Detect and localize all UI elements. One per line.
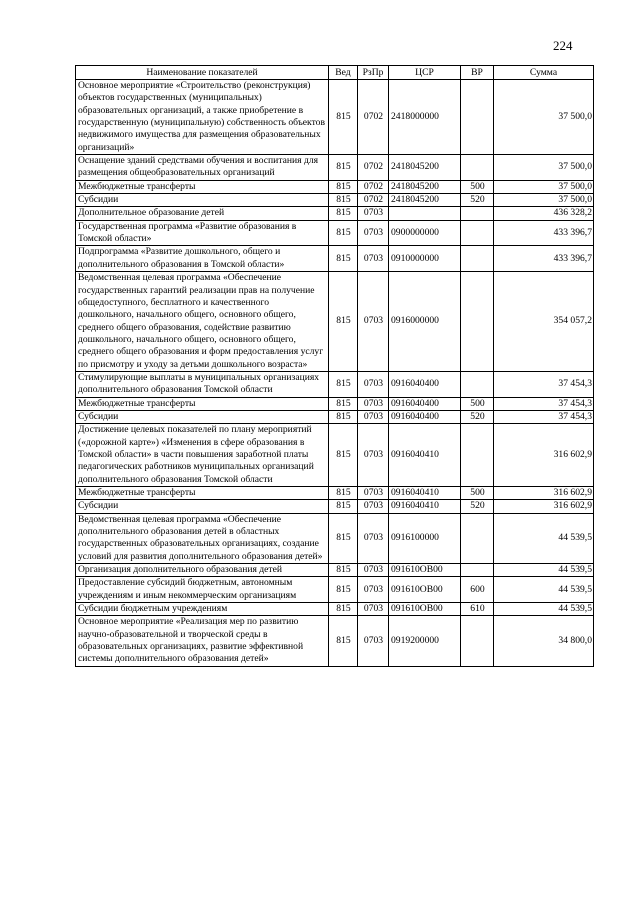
cell-sum: 436 328,2 — [494, 207, 594, 220]
cell-ved: 815 — [329, 500, 358, 513]
cell-ved: 815 — [329, 194, 358, 207]
header-vr: ВР — [461, 66, 494, 80]
cell-sum: 37 454,3 — [494, 371, 594, 397]
table-row — [76, 424, 594, 487]
cell-name: Межбюджетные трансферты — [76, 487, 329, 500]
cell-sum: 37 500,0 — [494, 155, 594, 181]
cell-sum: 433 396,7 — [494, 220, 594, 246]
cell-name: Субсидии — [76, 194, 329, 207]
cell-sum: 316 602,9 — [494, 487, 594, 500]
cell-rzpr: 0702 — [358, 155, 389, 181]
table-row — [76, 207, 594, 220]
cell-rzpr: 0703 — [358, 371, 389, 397]
cell-csr: 091610ОВ00 — [389, 577, 461, 603]
cell-ved: 815 — [329, 616, 358, 666]
cell-name: Организация дополнительного образования детей — [76, 564, 329, 577]
cell-sum: 354 057,2 — [494, 272, 594, 372]
table-row — [76, 410, 594, 423]
cell-csr: 091610ОВ00 — [389, 603, 461, 616]
cell-csr: 091610ОВ00 — [389, 564, 461, 577]
cell-vr: 610 — [461, 603, 494, 616]
cell-csr: 0916040410 — [389, 424, 461, 487]
cell-sum: 316 602,9 — [494, 500, 594, 513]
table-row — [76, 371, 594, 397]
cell-csr: 0916040400 — [389, 371, 461, 397]
cell-rzpr: 0703 — [358, 577, 389, 603]
cell-name: Основное мероприятие «Строительство (реконструкция) объектов государственных (муниципальных) образовательных организаций, а также приобретение в государственную (муниципальную) собственность объектов недвижимого имущества для размещения образовательных организаций» — [76, 80, 329, 155]
header-ved: Вед — [329, 66, 358, 80]
cell-vr: 520 — [461, 500, 494, 513]
cell-vr — [461, 155, 494, 181]
cell-name: Подпрограмма «Развитие дошкольного, общего и дополнительного образования в Томской области» — [76, 246, 329, 272]
cell-vr: 500 — [461, 397, 494, 410]
cell-sum: 37 500,0 — [494, 194, 594, 207]
table-row — [76, 180, 594, 193]
cell-rzpr: 0703 — [358, 272, 389, 372]
table-row — [76, 272, 594, 372]
table-row — [76, 487, 594, 500]
table-row — [76, 397, 594, 410]
page-number: 224 — [553, 38, 573, 53]
cell-name: Оснащение зданий средствами обучения и воспитания для размещения общеобразовательных организаций — [76, 155, 329, 181]
cell-ved: 815 — [329, 80, 358, 155]
cell-ved: 815 — [329, 513, 358, 563]
cell-rzpr: 0703 — [358, 424, 389, 487]
table-row — [76, 577, 594, 603]
cell-ved: 815 — [329, 577, 358, 603]
cell-csr: 0916040410 — [389, 500, 461, 513]
cell-rzpr: 0703 — [358, 616, 389, 666]
cell-csr — [389, 207, 461, 220]
cell-rzpr: 0703 — [358, 603, 389, 616]
cell-rzpr: 0703 — [358, 513, 389, 563]
cell-ved: 815 — [329, 397, 358, 410]
cell-rzpr: 0702 — [358, 80, 389, 155]
cell-vr: 520 — [461, 410, 494, 423]
table-row — [76, 500, 594, 513]
cell-ved: 815 — [329, 155, 358, 181]
header-csr: ЦСР — [389, 66, 461, 80]
cell-sum: 433 396,7 — [494, 246, 594, 272]
cell-csr: 2418045200 — [389, 180, 461, 193]
cell-vr — [461, 246, 494, 272]
cell-ved: 815 — [329, 424, 358, 487]
cell-name: Субсидии — [76, 410, 329, 423]
cell-ved: 815 — [329, 246, 358, 272]
cell-ved: 815 — [329, 220, 358, 246]
cell-rzpr: 0703 — [358, 246, 389, 272]
cell-csr: 0900000000 — [389, 220, 461, 246]
table-row — [76, 80, 594, 155]
cell-csr: 0910000000 — [389, 246, 461, 272]
cell-name: Предоставление субсидий бюджетным, автономным учреждениям и иным некоммерческим организациям — [76, 577, 329, 603]
cell-rzpr: 0703 — [358, 500, 389, 513]
cell-csr: 0916000000 — [389, 272, 461, 372]
header-rzpr: РзПр — [358, 66, 389, 80]
cell-vr — [461, 513, 494, 563]
table-row — [76, 246, 594, 272]
table-row — [76, 155, 594, 181]
cell-vr: 520 — [461, 194, 494, 207]
table-row — [76, 220, 594, 246]
cell-name: Межбюджетные трансферты — [76, 180, 329, 193]
header-sum: Сумма — [494, 66, 594, 80]
cell-ved: 815 — [329, 564, 358, 577]
cell-sum: 44 539,5 — [494, 513, 594, 563]
table-row — [76, 603, 594, 616]
cell-csr: 2418045200 — [389, 194, 461, 207]
cell-ved: 815 — [329, 487, 358, 500]
table-row — [76, 513, 594, 563]
cell-ved: 815 — [329, 180, 358, 193]
cell-rzpr: 0702 — [358, 194, 389, 207]
cell-name: Стимулирующие выплаты в муниципальных организациях дополнительного образования Томской области — [76, 371, 329, 397]
cell-vr — [461, 207, 494, 220]
cell-name: Ведомственная целевая программа «Обеспечение государственных гарантий реализации прав на получение общедоступного, бесплатного и качественного дошкольного, начального общего, основного общего, среднего общего образования, содействие развитию дошкольного, начального общего, основного общего, среднего общего образования и форм предоставления услуг по присмотру и уходу за детьми дошкольного возраста» — [76, 272, 329, 372]
cell-rzpr: 0703 — [358, 487, 389, 500]
cell-ved: 815 — [329, 272, 358, 372]
cell-name: Основное мероприятие «Реализация мер по развитию научно-образовательной и творческой среды в образовательных организациях, развитие эффективной системы дополнительного образования детей» — [76, 616, 329, 666]
cell-name: Межбюджетные трансферты — [76, 397, 329, 410]
cell-sum: 34 800,0 — [494, 616, 594, 666]
cell-ved: 815 — [329, 371, 358, 397]
cell-csr: 2418045200 — [389, 155, 461, 181]
budget-table — [75, 65, 594, 667]
cell-csr: 0916040400 — [389, 410, 461, 423]
cell-name: Дополнительное образование детей — [76, 207, 329, 220]
cell-sum: 44 539,5 — [494, 564, 594, 577]
cell-sum: 37 454,3 — [494, 410, 594, 423]
cell-csr: 0916100000 — [389, 513, 461, 563]
cell-ved: 815 — [329, 207, 358, 220]
cell-vr — [461, 564, 494, 577]
cell-csr: 0916040410 — [389, 487, 461, 500]
header-name: Наименование показателей — [76, 66, 329, 80]
cell-csr: 0916040400 — [389, 397, 461, 410]
cell-vr — [461, 616, 494, 666]
cell-name: Субсидии — [76, 500, 329, 513]
cell-name: Государственная программа «Развитие образования в Томской области» — [76, 220, 329, 246]
cell-vr — [461, 424, 494, 487]
cell-vr — [461, 220, 494, 246]
cell-sum: 37 454,3 — [494, 397, 594, 410]
cell-name: Достижение целевых показателей по плану мероприятий («дорожной карте») «Изменения в сфере образования в Томской области» в части повышения заработной платы педагогических работников муниципальных организаций дополнительного образования Томской области — [76, 424, 329, 487]
cell-vr: 500 — [461, 180, 494, 193]
cell-vr — [461, 371, 494, 397]
table-header-row — [76, 66, 594, 80]
cell-rzpr: 0703 — [358, 220, 389, 246]
table-row — [76, 194, 594, 207]
cell-rzpr: 0703 — [358, 397, 389, 410]
cell-sum: 37 500,0 — [494, 80, 594, 155]
cell-ved: 815 — [329, 410, 358, 423]
cell-rzpr: 0703 — [358, 564, 389, 577]
table-row — [76, 616, 594, 666]
cell-sum: 44 539,5 — [494, 577, 594, 603]
cell-vr — [461, 272, 494, 372]
cell-rzpr: 0702 — [358, 180, 389, 193]
cell-csr: 2418000000 — [389, 80, 461, 155]
cell-vr — [461, 80, 494, 155]
cell-rzpr: 0703 — [358, 410, 389, 423]
cell-vr: 500 — [461, 487, 494, 500]
cell-rzpr: 0703 — [358, 207, 389, 220]
table-row — [76, 564, 594, 577]
cell-name: Ведомственная целевая программа «Обеспечение дополнительного образования детей в областных государственных образовательных организациях, создание условий для развития дополнительного образования детей» — [76, 513, 329, 563]
table-body — [76, 80, 594, 667]
cell-sum: 316 602,9 — [494, 424, 594, 487]
cell-sum: 37 500,0 — [494, 180, 594, 193]
cell-ved: 815 — [329, 603, 358, 616]
cell-sum: 44 539,5 — [494, 603, 594, 616]
cell-csr: 0919200000 — [389, 616, 461, 666]
cell-name: Субсидии бюджетным учреждениям — [76, 603, 329, 616]
cell-vr: 600 — [461, 577, 494, 603]
